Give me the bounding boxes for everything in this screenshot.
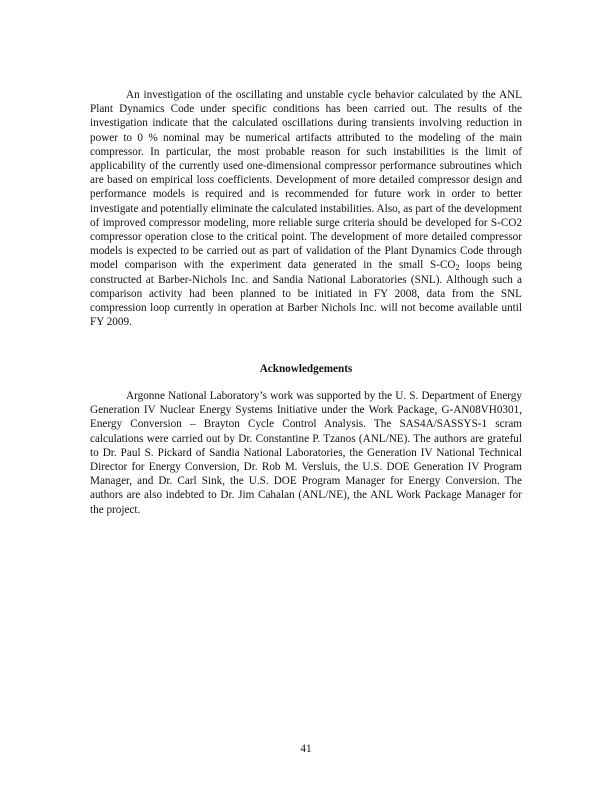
body-paragraph-acknowledgements: Argonne National Laboratory’s work was supported by the U. S. Department of Energy Generation IV Nuclear Energy Systems Initiative under the Work Package, G-AN08VH0301, Energy Conversion – Brayton Cycle Control Analysis. The SAS4A/SASSYS-1 scram calculations were carried out by Dr. Constantine P. Tzanos (ANL/NE). The authors are grateful to Dr. Paul S. Pickard of Sandia National Laboratories, the Generation IV National Technical Director for Energy Conversion, Dr. Rob M. Versluis, the U.S. DOE Generation IV Program Manager, and Dr. Carl Sink, the U.S. DOE Program Manager for Energy Conversion. The authors are also indebted to Dr. Jim Cahalan (ANL/NE), the ANL Work Package Manager for the project. <box>90 390 522 516</box>
subscript-two: 2 <box>455 263 460 273</box>
paragraph-text-continued: loops being constructed at Barber-Nichols Inc. and Sandia National Laboratories (SNL). Although such a comparison activity had been planned to be initiated in FY 2008, data from the SNL compression loop currently in operation at Barber Nichols Inc. will not become available until FY 2009. <box>90 259 522 329</box>
body-paragraph-investigation <box>90 88 522 329</box>
paragraph-text: An investigation of the oscillating and unstable cycle behavior calculated by the ANL Plant Dynamics Code under specific conditions has been carried out. The results of the investigation indicate that the calculated oscillations during transients involving reduction in power to 0 % nominal may be numerical artifacts attributed to the modeling of the main compressor. In particular, the most probable reason for such instabilities is the limit of applicability of the currently used one-dimensional compressor performance subroutines which are based on empirical loss coefficients. Development of more detailed compressor design and performance models is required and is recommended for future work in order to better investigate and potentially eliminate the calculated instabilities. Also, as part of the development of improved compressor modeling, more reliable surge criteria should be developed for S-CO2 compressor operation close to the critical point. The development of more detailed compressor models is expected to be carried out as part of validation of the Plant Dynamics Code through model comparison with the experiment data generated in the small S-CO <box>90 89 522 272</box>
page-number: 41 <box>300 743 312 755</box>
section-heading-acknowledgements: Acknowledgements <box>259 363 353 375</box>
